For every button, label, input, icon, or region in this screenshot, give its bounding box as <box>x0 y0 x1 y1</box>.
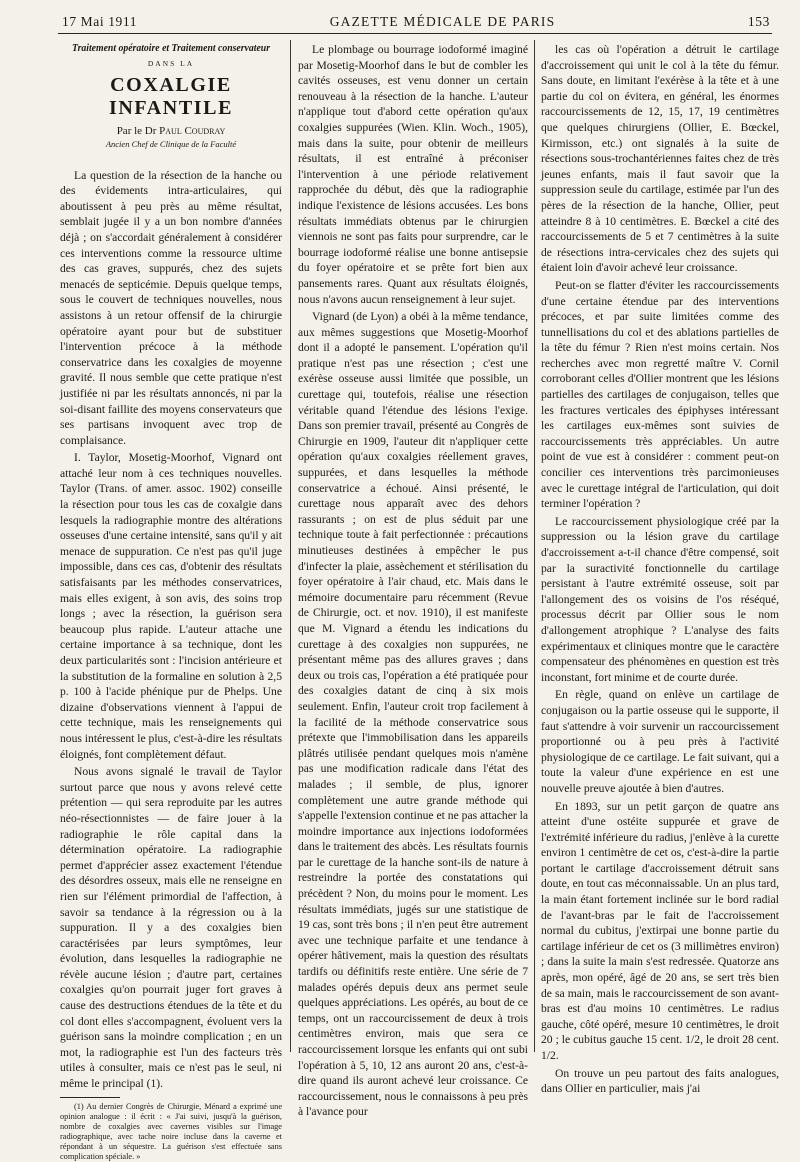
paragraph: On trouve un peu partout des faits analogues, dans Ollier en particulier, mais j'ai <box>541 1066 779 1096</box>
paragraph: La question de la résection de la hanche ou des évidements intra-articulaires, qui aboutissent à peu près au même résultat, semblait jugée il y a un bon nombre d'années déjà ; on s'accordait généralement à considérer ces interventions comme la ressource ultime des cas graves, suppurés, chez des sujets menacés de septicémie. Depuis quelque temps, sous le couvert de techniques nouvelles, nous assistons à un retour offensif de la chirurgie opératoire ayant pour but de substituer l'intervention précoce à la méthode conservatrice dans les coxalgies de moyenne gravité. Il nous semble que cette pratique n'est justifiée ni par les résultats annoncés, ni par la soi-disant faillite des moyens conservateurs que ses partisans invoquent avec trop de complaisance. <box>60 168 282 447</box>
paragraph: Peut-on se flatter d'éviter les raccourcissements d'une certaine étendue par des interventions précoces, et par suite limitées comme des tunnellisations du col et des ablations partielles de la tête du fémur ? Rien n'est moins certain. Nos recherches avec mon regretté maître V. Cornil corroborant celles d'Ollier montrent que les lésions partielles des cartilages de conjugaison, telles que les fractures verticales des épiphyses intéressant les cartilages eux-mêmes sont suivies de raccourcissements très appréciables. Un autre point de vue est à considérer : comment peut-on concilier ces interventions très parcimonieuses avec le curettage intégral de l'articulation, qui doit terminer l'opération ? <box>541 278 779 511</box>
paragraph: Vignard (de Lyon) a obéi à la même tendance, aux mêmes suggestions que Mosetig-Moorhof dont il a adopté le pansement. L'opération qu'il pratique n'est pas une résection ; c'est une exérèse osseuse aussi limitée que possible, un curettage qui, toutefois, réalise une résection véritable quand l'étendue des lésions l'exige. Dans son premier travail, présenté au Congrès de Chirurgie en 1909, l'auteur dit n'appliquer cette opération qu'aux coxalgies réellement graves, suppurées, et dans lesquelles la méthode conservatrice a échoué. Ainsi présenté, le curettage nous apparaît avec des dehors rassurants ; on est de plus séduit par une technique toute à fait perfectionnée : précautions minutieuses destinées à empêcher le pus d'infecter la plaie, assèchement et stérilisation du foyer opératoire à l'air chaud, etc. Mais dans le mémoire documentaire paru récemment (Revue de Chirurgie, oct. et nov. 1910), il est manifeste que M. Vignard a étendu les indications du curettage à des coxalgies non suppurées, ne présentant même pas des allures graves ; dans deux ou trois cas, l'opération a été pratiquée pour des coxalgies datant de cinq à six mois seulement. Enfin, l'auteur croit trop facilement à la facilité de la méthode conservatrice sous prétexte que l'immobilisation dans les appareils plâtrés utilisée pendant quelques mois n'amène pas une modification radicale dans l'état des malades ; il semble, de plus, ignorer complètement une autre grande méthode qui s'appelle l'extension continue et ne pas attacher la moindre importance aux injections iodoformées dans le traitement des abcès. Les résultats fournis par le curettage de la hanche sont-ils de nature à restreindre la portée des constatations qui précèdent ? Non, du moins pour le moment. Les résultats immédiats, jugés sur une statistique de 19 cas, sont très bons ; il n'en peut être autrement avec une technique parfaite et une tendance à opérer hâtivement, mais la question des résultats tardifs ou définitifs reste entière. Une série de 7 malades opérés depuis deux ans permet seule quelques appréciations. Les opérés, au bout de ce temps, ont un raccourcissement de deux à trois centimètres environ, mais que sera ce raccourcissement lorsque les enfants qui ont subi l'opération à 5, 10, 12 ans auront 20 ans, c'est-à-dire quand ils auront achevé leur croissance. Ce raccourcissement, nous le connaissons à peu près à l'avance pour <box>298 310 528 1119</box>
issue-date: 17 Mai 1911 <box>62 14 138 29</box>
author-prefix: Par le Dr <box>116 124 157 137</box>
column-divider <box>290 40 291 1052</box>
article-kicker: Traitement opératoire et Traitement conservateur <box>72 43 270 54</box>
article-author <box>60 124 282 138</box>
paragraph: les cas où l'opération a détruit le cartilage d'accroissement qui unit le col à la tête du fémur. Sans doute, en limitant l'exérèse à la tête et à une partie du col on évitera, en général, les énormes raccourcissements de 12, 15, 17, 19 centimètres que quelques chirurgiens (Ollier, E. Bœckel, Kirmisson, etc.) ont signalés à la suite de résections sous-trochantériennes faites chez de très jeunes enfants, mais il faut savoir que la suppression seule du cartilage, estimée par l'un des pères de la résection de la hanche, Ollier, peut atteindre 8 à 10 centimètres. E. Bœckel a cité des raccourcissements de 5 et 7 centimètres à la suite de résections intra-cervicales chez des sujets qui étaient loin d'avoir achevé leur croissance. <box>541 43 779 275</box>
paragraph: Nous avons signalé le travail de Taylor surtout parce que nous y avons relevé cette prétention — qui sera reproduite par les autres néo-résectionnistes — de faire jouer à la radiographie le rôle capital dans la détermination opératoire. La radiographie permet d'apprécier assez exactement l'étendue des désordres osseux, mais elle ne renseigne en rien sur l'élément primordial de l'affection, à savoir sa tendance à la régression ou à la suppuration. Il y a des coxalgies bien caractérisées par leurs symptômes, leur évolution, dans lesquelles la radiographie ne révèle aucune lésion ; d'autre part, certaines coxalgies qu'on pourrait juger fort graves à cause des destructions étendues de la tête et du col dont elles s'accompagnent, évoluent vers la guérison sans la moindre complication ; en un mot, la radiographie est l'un des facteurs très utiles à consulter, mais ce n'est pas le seul, ni même le principal (1). <box>60 765 282 1091</box>
paragraph: I. Taylor, Mosetig-Moorhof, Vignard ont attaché leur nom à ces techniques nouvelles. Taylor (Trans. of amer. assoc. 1902) conseille la résection pour tous les cas de coxalgie dans lesquels la radiographie montre des altérations osseuses d'une certaine intensité, sans qu'il y ait menace de suppuration. Ce n'est pas qu'il juge impossible, dans ces cas, d'obtenir des résultats satisfaisants par les méthodes conservatrices, mais elles exigent, à son avis, des soins trop longs ; avec la résection, la guérison sera beaucoup plus rapide. L'auteur attache une certaine importance à sa technique, dont les deux particularités sont : l'incision antérieure et la substitution de la formaline en solution à 2,5 p. 100 à l'acide phénique pur de Phelps. Une dizaine d'observations viennent à l'appui de cette technique, mais les renseignements qui nous intéressent le plus, c'est-à-dire les résultats éloignés, font complètement défaut. <box>60 451 282 761</box>
article-heading <box>60 42 282 150</box>
article-title: COXALGIE INFANTILE <box>108 73 234 119</box>
column-1 <box>60 42 282 1161</box>
author-role: Ancien Chef de Clinique de la Faculté <box>105 138 237 149</box>
journal-title: GAZETTE MÉDICALE DE PARIS <box>329 14 556 29</box>
column-2 <box>298 42 528 1119</box>
page-number: 153 <box>747 14 770 29</box>
author-name: Paul Coudray <box>159 124 226 137</box>
paragraph: Le plombage ou bourrage iodoformé imaginé par Mosetig-Moorhof dans le but de combler les cavités osseuses, est venu donner un certain renouveau à la résection de la hanche. L'auteur n'applique tout d'abord cette opération qu'aux coxalgies suppurées (Wien. Klin. Woch., 1905), mais dans la suite, pour obtenir de meilleurs résultats, il est entraîné à préconiser l'intervention à une période relativement rapprochée du début, dès que la radiographie indique l'existence de lésions accusées. Les bons résultats immédiats obtenus par le chirurgien viennois ne sont pas faits pour surprendre, car le bourrage iodoformé réalise une bonne antisepsie du foyer opératoire et se prête fort bien aux pansements rares. Quant aux résultats éloignés, nous n'avons aucun renseignement à leur sujet. <box>298 43 528 306</box>
paragraph: Le raccourcissement physiologique créé par la suppression ou la lésion grave du cartilage d'accroissement a-t-il chance d'être compensé, soit par la suractivité fonctionnelle du cartilage persistant à l'autre extrémité osseuse, soit par l'allongement des os voisins de l'os réséqué, processus décrit par Ollier sous le nom d'allongement atrophique ? L'analyse des faits expérimentaux et cliniques montre que le caractère compensateur des phénomènes en question est très inconstant, fort minime et de courte durée. <box>541 514 779 684</box>
article-connector: DANS LA <box>147 59 195 68</box>
paragraph: En règle, quand on enlève un cartilage de conjugaison ou la partie osseuse qui le supporte, il faut s'attendre à voir survenir un raccourcissement proportionné ou à peu près à l'activité physiologique de ce cartilage. Le fait suivant, qui a toute la valeur d'une expérience en est une nouvelle preuve ajoutée à bien d'autres. <box>541 688 779 795</box>
column-3 <box>541 42 779 1096</box>
paragraph: En 1893, sur un petit garçon de quatre ans atteint d'une ostéite suppurée et grave de l'extrémité inférieure du radius, j'enlève à la curette environ 1 centimètre de cet os, c'est-à-dire la partie portant le cartilage d'accroissement détruit sans doute, en tout cas méconnaissable. Un an plus tard, la main étant fortement inclinée sur le bord radial de l'avant-bras par le fait de l'accroissement normal du cubitus, j'extirpai une bonne partie du cartilage inférieur de cet os (3 millimètres environ) ; dans la suite la main s'est redressée. Quatorze ans après, mon opéré, âgé de 20 ans, se sert très bien de sa main, mais le raccourcissement de son avant-bras est d'au moins 10 centimètres. Le radius gauche, côté opéré, mesure 10 centimètres, le droit 20 ; le cubitus gauche 15 cent. 1/2, le droit 28 cent. 1/2. <box>541 799 779 1062</box>
column-divider <box>534 40 535 1052</box>
footnote-rule <box>60 1097 120 1098</box>
header-rule <box>58 33 772 34</box>
footnote: (1) Au dernier Congrès de Chirurgie, Ménard a exprimé une opinion analogue : il écrit : « J'ai suivi, jusqu'à la guérison, nombre de coxalgies avec cavernes visibles sur l'image radiographique, avec tache noire incluse dans la caverne et répondant à un séquestre. La guérison s'est effectuée sans complication spéciale. » <box>60 1101 282 1161</box>
